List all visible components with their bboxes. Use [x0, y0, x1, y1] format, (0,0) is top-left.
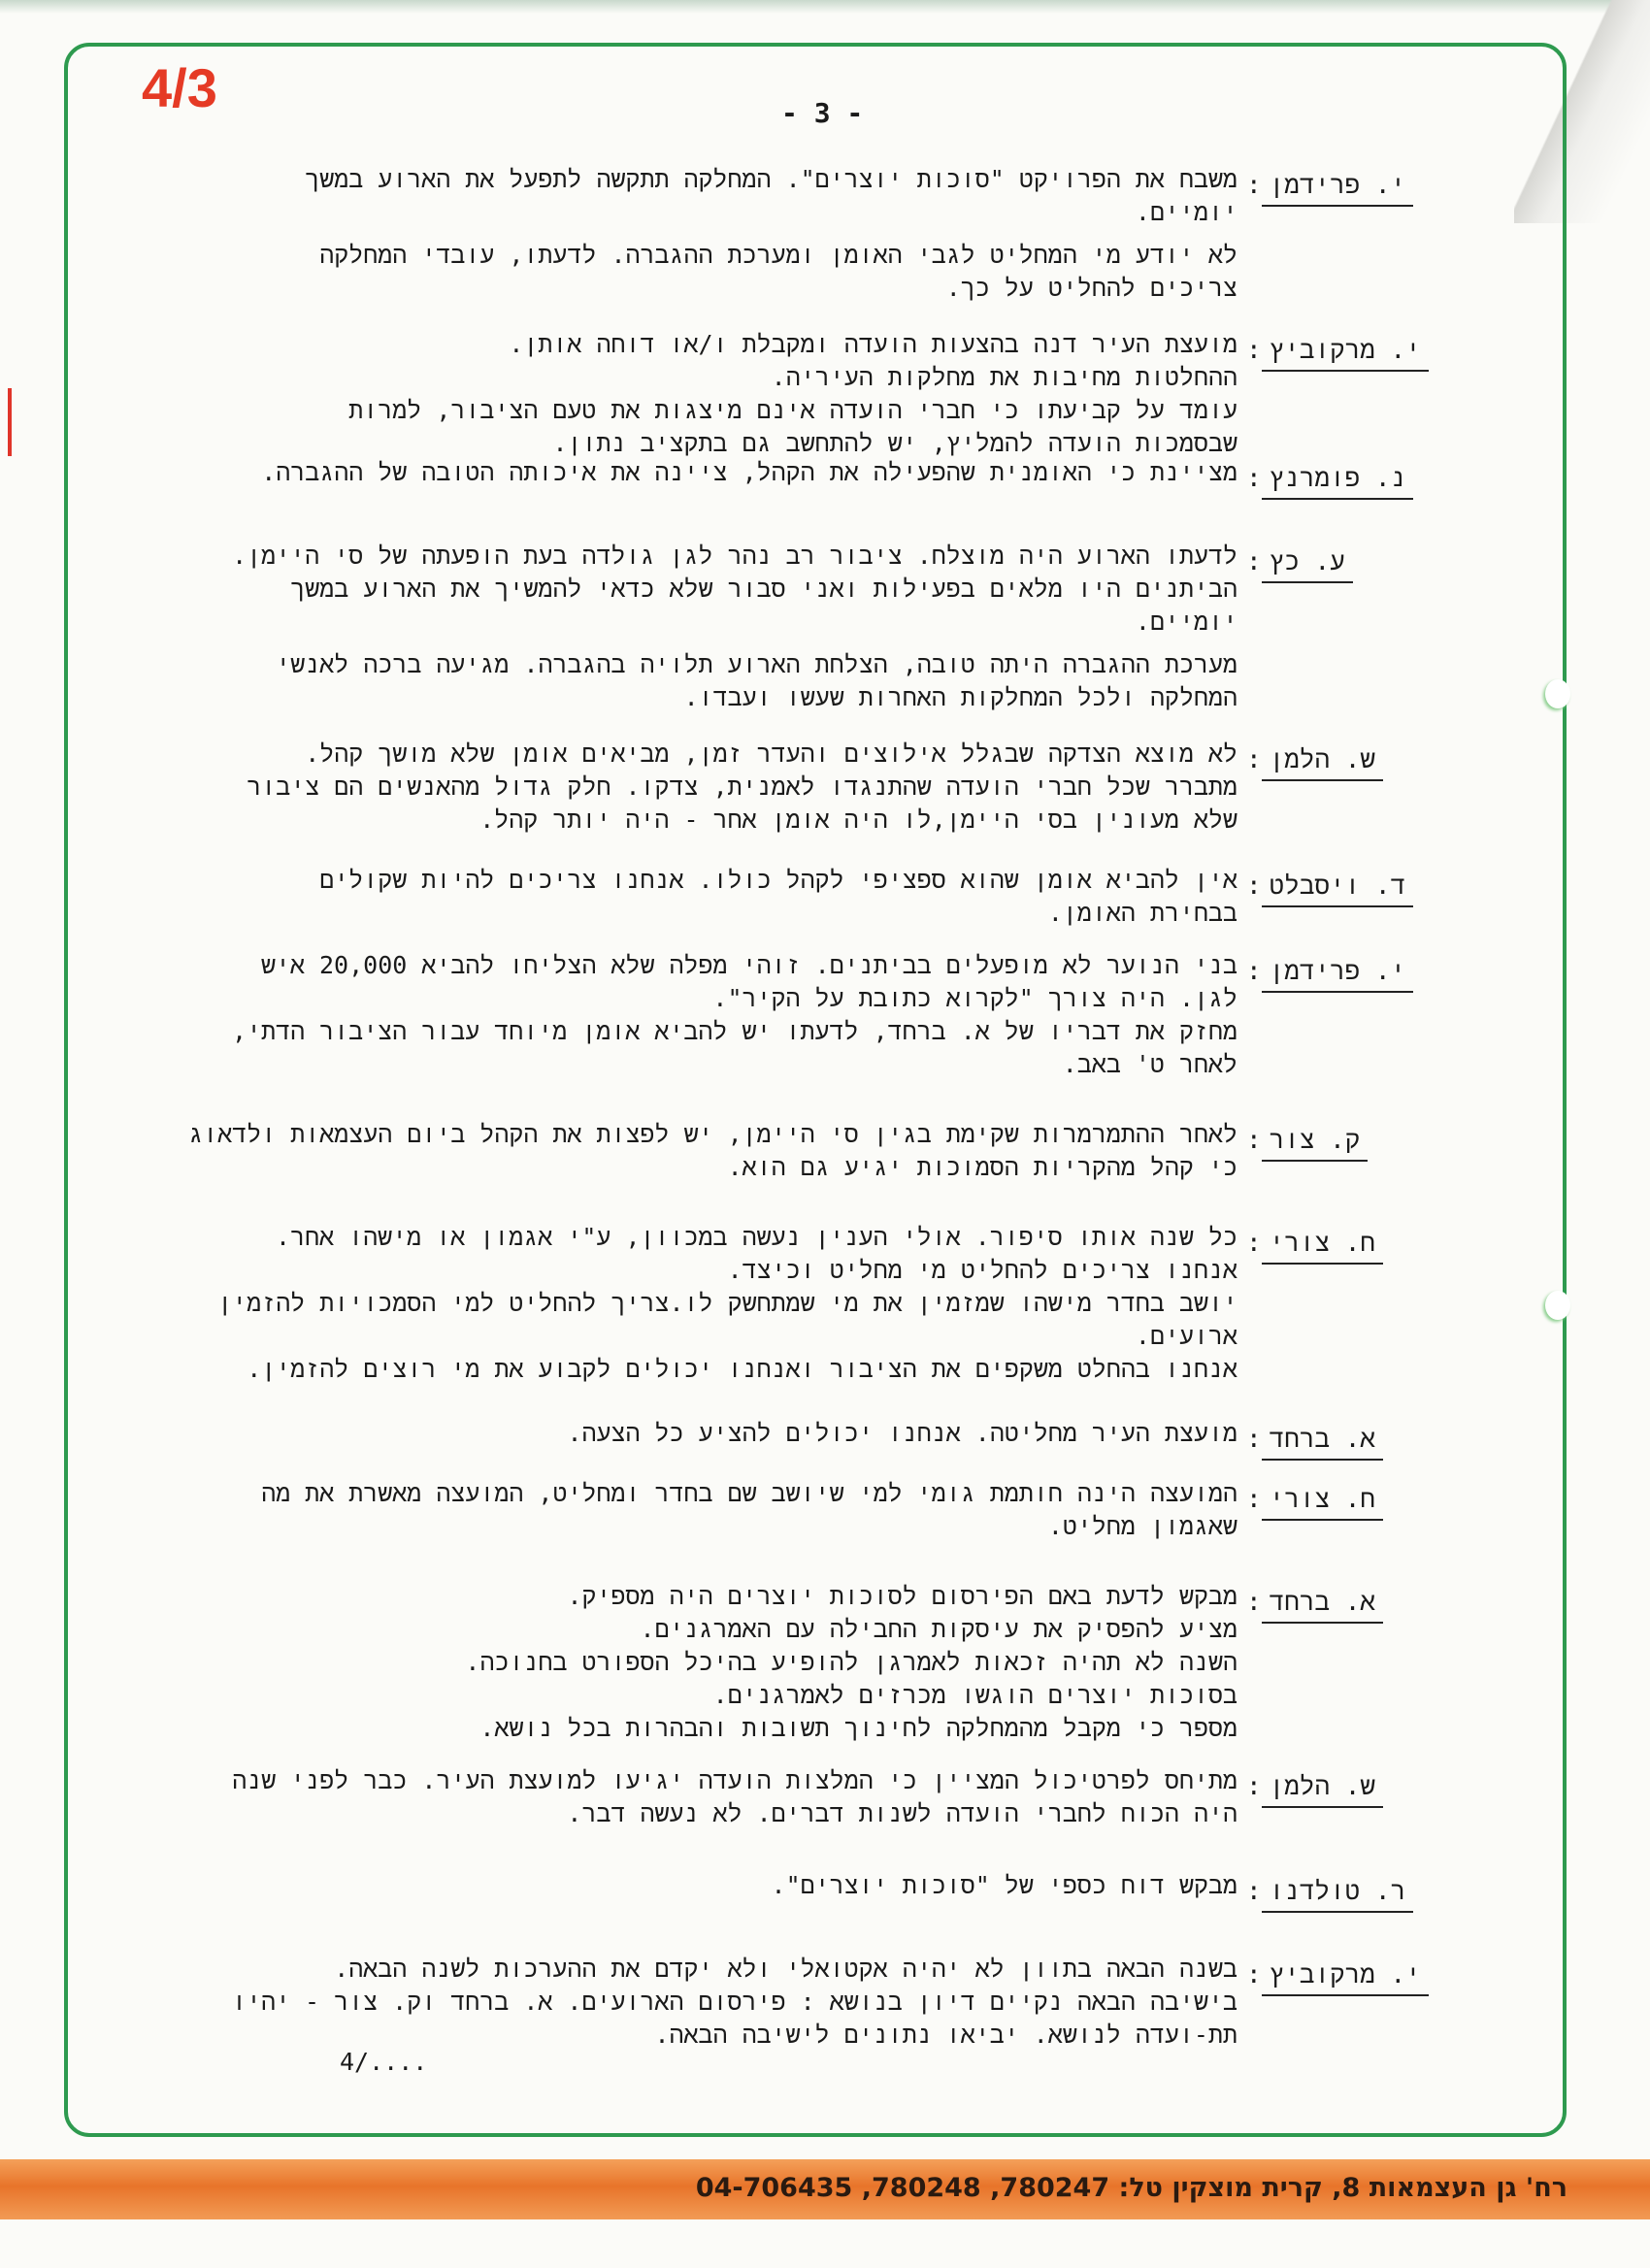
speaker-label: ח. צורי	[1262, 1485, 1383, 1521]
speaker-remarks	[131, 864, 1238, 930]
speaker-remarks	[131, 1764, 1238, 1830]
speaker-name	[1233, 464, 1446, 500]
speaker-colon: :	[1246, 464, 1262, 493]
speaker-colon: :	[1246, 1126, 1262, 1155]
speaker-name	[1233, 1588, 1446, 1624]
remark-line: מועצת העיר דנה בהצעות הועדה ומקבלת ו/או דוחה אותן.	[509, 330, 1238, 358]
speaker-name	[1233, 1425, 1446, 1461]
speaker-colon: :	[1246, 1877, 1262, 1906]
speaker-label: ק. צור	[1262, 1126, 1369, 1162]
speaker-label: א. ברחד	[1262, 1425, 1383, 1461]
speaker-label: ש. הלמן	[1262, 745, 1383, 781]
speaker-label: א. ברחד	[1262, 1588, 1383, 1624]
remark-line: שבסמכות הועדה להמליץ, יש להתחשב גם בתקציב נתון.	[552, 429, 1238, 457]
speaker-colon: :	[1246, 745, 1262, 774]
speaker-name	[1233, 547, 1446, 583]
continuation-marker: 4/....	[340, 2048, 428, 2076]
remark-line: עומד על קביעתו כי חברי הועדה אינם מיצגות את טעם הציבור, למרות	[348, 396, 1238, 424]
remark-line: מספר כי מקבל מהמחלקה לחינוך תשובות והבהרות בכל נושא.	[479, 1714, 1238, 1742]
punch-hole	[1545, 1291, 1570, 1320]
remark-line: המועצה הינה חותמת גומי למי שיושב שם בחדר ומחליט, המועצה מאשרת את מה	[261, 1479, 1238, 1507]
speaker-colon: :	[1246, 1772, 1262, 1801]
speaker-name	[1233, 1960, 1446, 1996]
remark-line: מועצת העיר מחליטה. אנחנו יכולים להציע כל הצעה.	[567, 1419, 1238, 1447]
speaker-remarks	[131, 1580, 1238, 1745]
speaker-label: ר. טולדנו	[1262, 1877, 1414, 1913]
speaker-name	[1233, 1126, 1446, 1162]
remark-line: לאחר ט' באב.	[1062, 1050, 1238, 1078]
remark-line: מתיחס לפרטיכול המציין כי המלצות הועדה יגיעו למועצת העיר. כבר לפני שנה	[232, 1766, 1238, 1794]
remark-line: לא יודע מי המחליט לגבי האומן ומערכת ההגברה. לדעתו, עובדי המחלקה	[319, 241, 1238, 269]
speaker-colon: :	[1246, 336, 1262, 365]
remark-line: יומיים.	[1135, 608, 1238, 636]
speaker-remarks	[131, 1221, 1238, 1386]
speaker-name	[1233, 1772, 1446, 1808]
speaker-name	[1233, 957, 1446, 993]
remark-line: לאחר ההתמרמרות שקימת בגין סי היימן, יש לפצות את הקהל ביום העצמאות ולדאוג	[188, 1120, 1238, 1148]
speaker-remarks	[131, 1477, 1238, 1543]
remark-line: כל שנה אותו סיפור. אולי הענין נעשה במכוון, ע"י אגמון או מישהו אחר.	[276, 1223, 1238, 1251]
remark-line: יושב בחדר מישהו שמזמין את מי שמתחשק לו.צריך להחליט למי הסמכויות להזמין	[217, 1289, 1238, 1317]
speaker-remarks	[131, 456, 1238, 489]
speaker-label: י. פרידמן	[1262, 171, 1414, 207]
speaker-remarks	[131, 1953, 1238, 2052]
remark-line: בני הנוער לא מופעלים בביתנים. זוהי מפלה שלא הצליחו להביא 20,000 איש	[260, 951, 1238, 979]
speaker-remarks	[131, 328, 1238, 460]
speaker-label: י. פרידמן	[1262, 957, 1414, 993]
remark-line: תת-ועדה לנושא. יביאו נתונים לישיבה הבאה.	[654, 2021, 1238, 2049]
remark-line: מתברר שכל חברי הועדה שהתנגדו לאמנית, צדקו. חלק גדול מהאנשים הם ציבור	[247, 772, 1238, 801]
remark-line: משבח את הפרויקט "סוכות יוצרים". המחלקה תתקשה לתפעל את הארוע במשך	[305, 165, 1238, 193]
remark-line: הביתנים היו מלאים בפעילות ואני סבור שלא כדאי להמשיך את הארוע במשך	[290, 575, 1238, 603]
remark-line: צריכים להחליט על כך.	[945, 274, 1238, 302]
remark-line: לא מוצא הצדקה שבגלל אילוצים והעדר זמן, מביאים אומן שלא מושך קהל.	[305, 740, 1238, 768]
speaker-colon: :	[1246, 1485, 1262, 1514]
remark-line: מציינת כי האומנית שהפעילה את הקהל, ציינה את איכותה הטובה של ההגברה.	[261, 458, 1238, 486]
speaker-label: ח. צורי	[1262, 1229, 1383, 1265]
remark-line: המחלקה ולכל המחלקות האחרות שעשו ועבדו.	[683, 683, 1238, 711]
remark-line: בשנה הבאה בתוון לא יהיה אקטואלי ולא יקדם את ההערכות לשנה הבאה.	[334, 1955, 1238, 1983]
speaker-name	[1233, 1485, 1446, 1521]
speaker-label: ש. הלמן	[1262, 1772, 1383, 1808]
page-id-stamp: 4/3	[142, 57, 217, 118]
speaker-label: ד. ויסבלט	[1262, 871, 1414, 907]
speaker-colon: :	[1246, 1229, 1262, 1258]
remark-line: כי קהל מהקריות הסמוכות יגיע גם הוא.	[727, 1153, 1238, 1181]
speaker-colon: :	[1246, 871, 1262, 901]
remark-line: ארועים.	[1135, 1322, 1238, 1350]
speaker-colon: :	[1246, 957, 1262, 986]
speaker-remarks	[131, 1417, 1238, 1450]
remark-line: אנחנו צריכים להחליט מי מחליט וכיצד.	[727, 1256, 1238, 1284]
speaker-name	[1233, 745, 1446, 781]
speaker-colon: :	[1246, 171, 1262, 200]
remark-line: אין להביא אומן שהוא ספציפי לקהל כולו. אנחנו צריכים להיות שקולים	[319, 866, 1238, 894]
speaker-colon: :	[1246, 1960, 1262, 1989]
remark-line: שאגמון מחליט.	[1047, 1512, 1238, 1540]
speaker-label: י. מרקוביץ	[1262, 336, 1429, 372]
remark-line: מציע להפסיק את עיסקות החבילה עם האמרגנים.	[640, 1615, 1238, 1643]
speaker-label: ע. כץ	[1262, 547, 1353, 583]
remark-line: אנחנו בהחלט משקפים את הציבור ואנחנו יכולים לקבוע את מי רוצים להזמין.	[247, 1355, 1238, 1383]
speaker-remarks	[131, 949, 1238, 1081]
margin-mark	[8, 388, 12, 456]
remark-line: שלא מעונין בסי היימן,לו היה אומן אחר - היה יותר קהל.	[479, 805, 1238, 834]
speaker-label: י. מרקוביץ	[1262, 1960, 1429, 1996]
remark-line: היה הכוח לחברי הועדה לשנות דברים. לא נעשה דבר.	[567, 1799, 1238, 1827]
remark-line: יומיים.	[1135, 198, 1238, 226]
speaker-remarks	[131, 738, 1238, 837]
speaker-name	[1233, 871, 1446, 907]
remark-line: מערכת ההגברה היתה טובה, הצלחת הארוע תלויה בהגברה. מגיעה ברכה לאנשי	[276, 650, 1238, 678]
remark-line: לדעתו הארוע היה מוצלח. ציבור רב נהר לגן גולדה בעת הופעתה של סי היימן.	[232, 542, 1238, 570]
speaker-remarks	[131, 163, 1238, 305]
top-edge	[0, 0, 1650, 14]
speaker-name	[1233, 171, 1446, 207]
footer-address: רח' גן העצמאות 8, קרית מוצקין טל: 780247, 780248, 04-706435	[695, 2173, 1568, 2203]
speaker-colon: :	[1246, 1425, 1262, 1454]
remark-line: מבקש לדעת באם הפירסום לסוכות יוצרים היה מספיק.	[567, 1582, 1238, 1610]
speaker-remarks	[131, 1869, 1238, 1902]
speaker-colon: :	[1246, 1588, 1262, 1617]
remark-line: לגן. היה צורך "לקרוא כתובת על הקיר".	[712, 984, 1238, 1012]
remark-line: בסוכות יוצרים הוגשו מכרזים לאמרגנים.	[712, 1681, 1238, 1709]
speaker-label: נ. פומרנץ	[1262, 464, 1414, 500]
speaker-name	[1233, 1877, 1446, 1913]
remark-line: בבחירת האומן.	[1047, 899, 1238, 927]
remark-line: מחזק את דבריו של א. ברחד, לדעתו יש להביא אומן מיוחד עבור הציבור הדתי,	[232, 1017, 1238, 1045]
page-number: - 3 -	[781, 97, 864, 129]
remark-line: השנה לא תהיה זכאות לאמרגן להופיע בהיכל הספורט בחנוכה.	[465, 1648, 1238, 1676]
footer-bar	[0, 2159, 1650, 2219]
speaker-colon: :	[1246, 547, 1262, 576]
speaker-name	[1233, 336, 1446, 372]
remark-line: בישיבה הבאה נקיים דיון בנושא : פירסום הארועים. א. ברחד וק. צור - יהיו	[231, 1988, 1238, 2016]
punch-hole	[1545, 679, 1570, 708]
remark-line: מבקש דוח כספי של "סוכות יוצרים".	[771, 1871, 1238, 1899]
speaker-remarks	[131, 1118, 1238, 1184]
remark-line: ההחלטות מחיבות את מחלקות העיריה.	[771, 363, 1238, 391]
speaker-name	[1233, 1229, 1446, 1265]
speaker-remarks	[131, 540, 1238, 714]
